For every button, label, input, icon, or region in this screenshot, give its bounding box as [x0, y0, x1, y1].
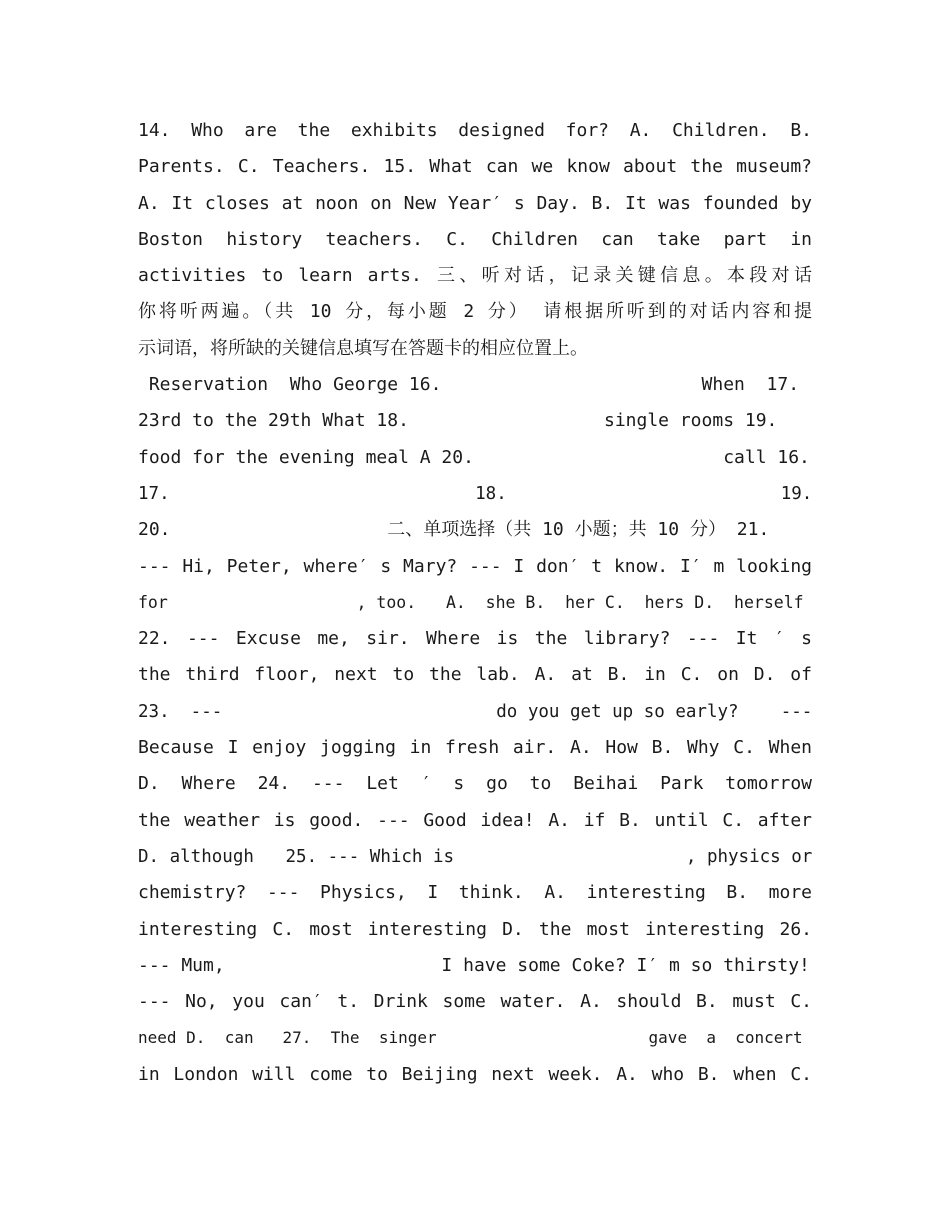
- text-line: for , too. A. she B. her C. hers D. herself: [138, 592, 804, 612]
- text-line: the third floor, next to the lab. A. at B. in C. on D. of: [138, 664, 812, 686]
- text-line: --- Mum, I have some Coke? I′ m so thirsty!: [138, 954, 810, 976]
- text-line: Because I enjoy jogging in fresh air. A. How B. Why C. When: [138, 737, 812, 759]
- text-line: in London will come to Beijing next week. A. who B. when C.: [138, 1063, 812, 1085]
- text-line: 20. 二、单项选择（共 10 小题；共 10 分） 21.: [138, 519, 770, 541]
- text-line: Boston history teachers. C. Children can take part in: [138, 228, 812, 250]
- text-line: 你将听两遍。（共 10 分，每小题 2 分） 请根据所听到的对话内容和提: [138, 301, 812, 323]
- text-line: 22. --- Excuse me, sir. Where is the library? --- It ′ s: [138, 628, 812, 650]
- text-line: --- Hi, Peter, where′ s Mary? --- I don′ t know. I′ m looking: [138, 555, 812, 577]
- text-line: chemistry? --- Physics, I think. A. interesting B. more: [138, 882, 812, 904]
- text-line: 14. Who are the exhibits designed for? A. Children. B.: [138, 120, 812, 141]
- text-line: need D. can 27. The singer gave a concert: [138, 1028, 803, 1048]
- text-line: Reservation Who George 16. When 17.: [138, 374, 800, 396]
- text-line: --- No, you can′ t. Drink some water. A. should B. must C.: [138, 991, 812, 1013]
- text-line: 23rd to the 29th What 18. single rooms 19.: [138, 410, 778, 432]
- text-line: Parents. C. Teachers. 15. What can we know about the museum?: [138, 156, 812, 178]
- text-line: the weather is good. --- Good idea! A. if B. until C. after: [138, 809, 812, 831]
- text-line: interesting C. most interesting D. the most interesting 26.: [138, 918, 812, 940]
- text-line: 示词语，将所缺的关键信息填写在答题卡的相应位置上。: [138, 337, 588, 359]
- text-line: D. Where 24. --- Let ′ s go to Beihai Park tomorrow: [138, 773, 812, 795]
- text-line: D. although 25. --- Which is , physics or: [138, 846, 812, 867]
- text-line: 23. --- do you get up so early? ---: [138, 701, 812, 722]
- text-line: 17. 18. 19.: [138, 483, 812, 504]
- text-line: A. It closes at noon on New Year′ s Day. B. It was founded by: [138, 192, 812, 214]
- text-line: food for the evening meal A 20. call 16.: [138, 446, 810, 468]
- text-line: activities to learn arts. 三、听对话，记录关键信息。本段对话: [138, 265, 812, 287]
- document-body: [138, 113, 812, 1093]
